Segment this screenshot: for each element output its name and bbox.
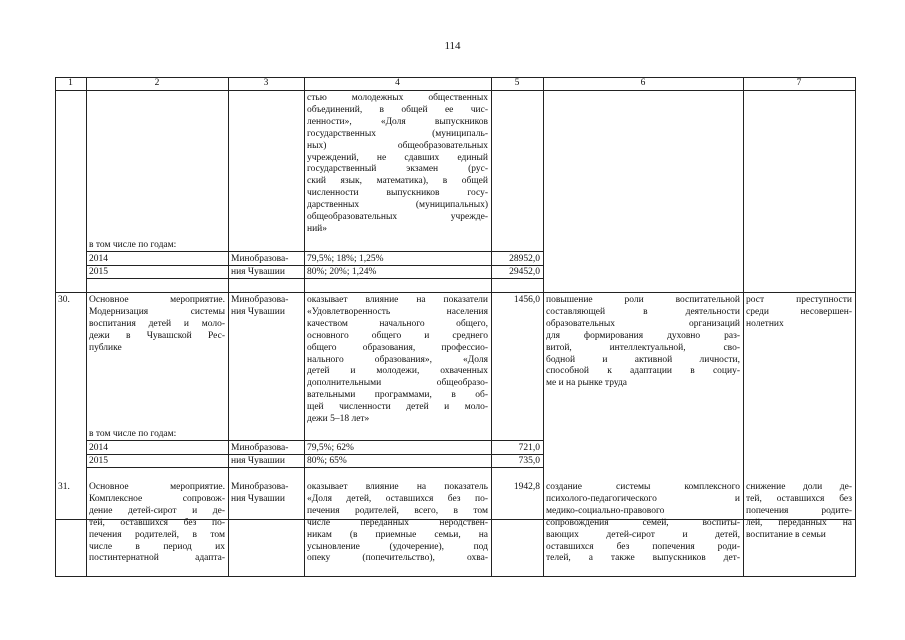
row-divider — [55, 292, 855, 293]
amount-value: 28952,0 — [509, 254, 540, 264]
year-label: 2014 — [89, 254, 108, 264]
col-header-2: 2 — [154, 78, 160, 88]
col-border — [743, 77, 744, 577]
col-border — [543, 77, 544, 577]
year-label: 2015 — [89, 267, 108, 277]
page-number: 114 — [444, 40, 461, 52]
executor-text: Минобразова- — [231, 443, 289, 453]
measure-name: Основное мероприятие. Модернизация системы воспитания детей и моло- дежи в Чувашской Рес- публике — [89, 295, 225, 353]
col-header-4: 4 — [395, 78, 400, 88]
indicator-values: 79,5%; 18%; 1,25% — [307, 254, 384, 264]
row-number: 31. — [58, 482, 70, 492]
expected-result: создание системы комплексного психолого-педагогического и медико-социально-правового сопровождения семей, воспиты- вающих детей-сирот и детей, оставшихся без попечения роди- телей, а также выпускников дет- — [546, 482, 740, 564]
amount-value: 1456,0 — [513, 295, 540, 305]
executor-text: ния Чувашии — [231, 456, 285, 466]
year-row-divider — [86, 454, 543, 455]
indicator-text: оказывает влияние на показатель «Доля детей, оставшихся без по- печения родителей, всего, в том числе переданных неродствен- никам (в приемные семьи, на усыновление (удочерение), под опеку (попечительство), охва- — [307, 482, 488, 564]
year-label: 2014 — [89, 443, 108, 453]
executor-text: ния Чувашии — [231, 267, 285, 277]
col-header-6: 6 — [640, 78, 646, 88]
row-number: 30. — [58, 295, 70, 305]
col-border — [86, 77, 87, 577]
indicator-values: 80%; 20%; 1,24% — [307, 267, 377, 277]
continued-indicator-text: стью молодежных общественных объединений, в общей ее чис- ленности», «Доля выпускников государственных (муниципаль- ных) общеобразовательных учреждений, не сдавших единый государственный экзамен (рус- ский язык, математика), в общей численности выпускников госу- дарственных (муниципальных) общеобразовательных учрежде- ний» — [307, 93, 488, 234]
indicator-values: 79,5%; 62% — [307, 443, 354, 453]
year-row-divider — [86, 278, 543, 279]
col-border — [55, 77, 56, 577]
header-bottom-border — [55, 90, 855, 91]
executor-text: Минобразова- — [231, 254, 289, 264]
col-border — [304, 77, 305, 577]
executor-text: Минобразова- ния Чувашии — [231, 295, 289, 317]
col-header-5: 5 — [514, 78, 520, 88]
expected-result: повышение роли воспитательной составляющей в деятельности образовательных организаций для формирования духовно раз- витой, интеллектуальной, сво- бодной и активной личности, способной к адаптации в социу- ме и на рынке труда — [546, 295, 740, 389]
year-row-divider — [86, 440, 543, 441]
program-table — [55, 77, 855, 577]
year-row-divider — [86, 251, 543, 252]
col-header-1: 1 — [68, 78, 73, 88]
by-year-label: в том числе по годам: — [89, 240, 177, 250]
by-year-label: в том числе по годам: — [89, 429, 177, 439]
amount-value: 1942,8 — [513, 482, 540, 492]
col-border — [491, 77, 492, 577]
consequence-text: рост преступности среди несовершен- нолетних — [746, 295, 852, 329]
amount-value: 735,0 — [518, 456, 540, 466]
table-bottom-border — [55, 576, 855, 577]
year-label: 2015 — [89, 456, 108, 466]
measure-name: Основное мероприятие. Комплексное сопровож- дение детей-сирот и де- тей, оставшихся без по- печения родителей, в том числе в период их постинтернатной адапта- — [89, 482, 225, 564]
year-row-divider — [86, 265, 543, 266]
amount-value: 721,0 — [518, 443, 540, 453]
col-border — [228, 77, 229, 577]
consequence-text: снижение доли де- тей, оставшихся без попечения родите- лей, переданных на воспитание в семьи — [746, 482, 852, 540]
indicator-values: 80%; 65% — [307, 456, 347, 466]
amount-value: 29452,0 — [509, 267, 540, 277]
indicator-text: оказывает влияние на показатели «Удовлетворенность населения качеством начального общего, основного общего и среднего общего образования, профессио- нального образования», «Доля детей и молодежи, охваченных дополнительными общеобразо- вательными программами, в об- щей численности детей и моло- дежи 5–18 лет» — [307, 295, 488, 425]
executor-text: Минобразова- ния Чувашии — [231, 482, 289, 504]
col-border — [855, 77, 856, 577]
year-row-divider — [86, 467, 543, 468]
col-header-3: 3 — [263, 78, 269, 88]
col-header-7: 7 — [796, 78, 802, 88]
